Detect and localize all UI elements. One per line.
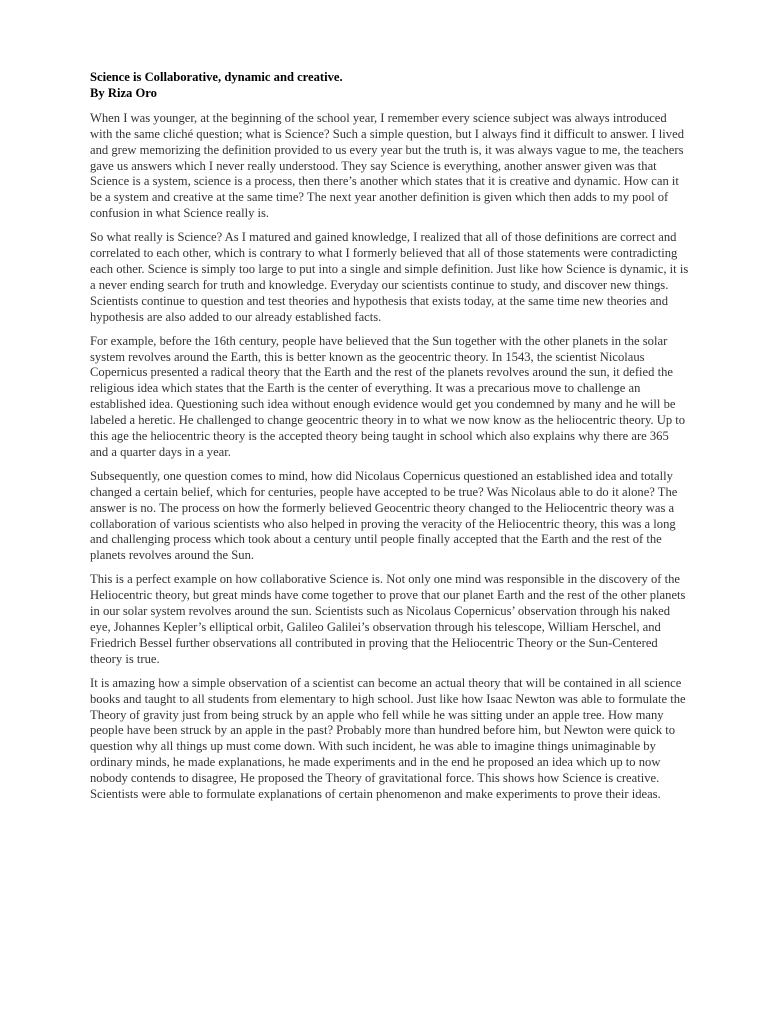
paragraph-4: Subsequently, one question comes to mind, how did Nicolaus Copernicus questioned an established idea and totally changed a certain belief, which for centuries, people have accepted to be true? Was Nicolaus able to do it alone? The answer is no. The process on how the formerly believed Geocentric theory changed to the Heliocentric theory was a collaboration of various scientists who also helped in proving the veracity of the Heliocentric theory, this was a long and challenging process which took about a century until people finally accepted that the Earth and the rest of the planets revolves around the Sun.: [90, 468, 678, 563]
paragraph-6: It is amazing how a simple observation of a scientist can become an actual theory that will be contained in all science books and taught to all students from elementary to high school. Just like how Isaac Newton was able to formulate the Theory of gravity just from being struck by an apple who fell while he was sitting under an apple tree. How many people have been struck by an apple in the past? Probably more than hundred before him, but Newton were quick to question why all things up must come down. With such incident, he was able to imagine things unimaginable by ordinary minds, he made explanations, he made experiments and in the end he proposed an idea which up to now nobody contends to disagree, He proposed the Theory of gravitational force. This shows how Science is creative. Scientists were able to formulate explanations of certain phenomenon and make experiments to prove their ideas.: [90, 675, 686, 802]
paragraph-2: So what really is Science? As I matured and gained knowledge, I realized that all of those definitions are correct and correlated to each other, which is contrary to what I formerly believed that all of those statements were contradicting each other. Science is simply too large to put into a single and simple definition. Just like how Science is dynamic, it is a never ending search for truth and knowledge. Everyday our scientists continue to study, and discover new things. Scientists continue to question and test theories and hypothesis that exists today, at the same time new theories and hypothesis are also added to our already established facts.: [90, 230, 689, 324]
paragraph-3: For example, before the 16th century, people have believed that the Sun together with the other planets in the solar system revolves around the Earth, this is better known as the geocentric theory. In 1543, the scientist Nicolaus Copernicus presented a radical theory that the Earth and the rest of the planets revolves around the sun, it defied the religious idea which states that the Earth is the center of everything. It was a precarious move to challenge an established idea. Questioning such idea without enough evidence would get you condemned by many and he will be labeled a heretic. He challenged to change geocentric theory in to what we now know as the heliocentric theory. Up to this age the heliocentric theory is the accepted theory being taught in school which also explains why there are 365 and a quarter days in a year.: [90, 333, 686, 459]
document-title: Science is Collaborative, dynamic and creative.: [90, 70, 343, 84]
paragraph-1: When I was younger, at the beginning of the school year, I remember every science subject was always introduced with the same cliché question; what is Science? Such a simple question, but I always find it difficult to answer. I lived and grew memorizing the definition provided to us every year but the truth is, it was always vague to me, the teachers gave us answers which I never really understood. They say Science is everything, another answer given was that Science is a system, science is a process, then there’s another which states that it is creative and dynamic. How can it be a system and creative at the same time? The next year another definition is given which then adds to my pool of confusion in what Science really is.: [90, 110, 684, 221]
document-author: By Riza Oro: [90, 85, 157, 100]
document-page: [90, 70, 690, 811]
paragraph-5: This is a perfect example on how collaborative Science is. Not only one mind was responsible in the discovery of the Heliocentric theory, but great minds have come together to prove that our planet Earth and the rest of the other planets in our solar system revolves around the sun. Scientists such as Nicolaus Copernicus’ observation through his naked eye, Johannes Kepler’s elliptical orbit, Galileo Galilei’s observation through his telescope, William Herschel, and Friedrich Bessel further observations all contributed in proving that the Heliocentric Theory or the Sun-Centered theory is true.: [90, 572, 686, 666]
document-header: [90, 70, 690, 102]
